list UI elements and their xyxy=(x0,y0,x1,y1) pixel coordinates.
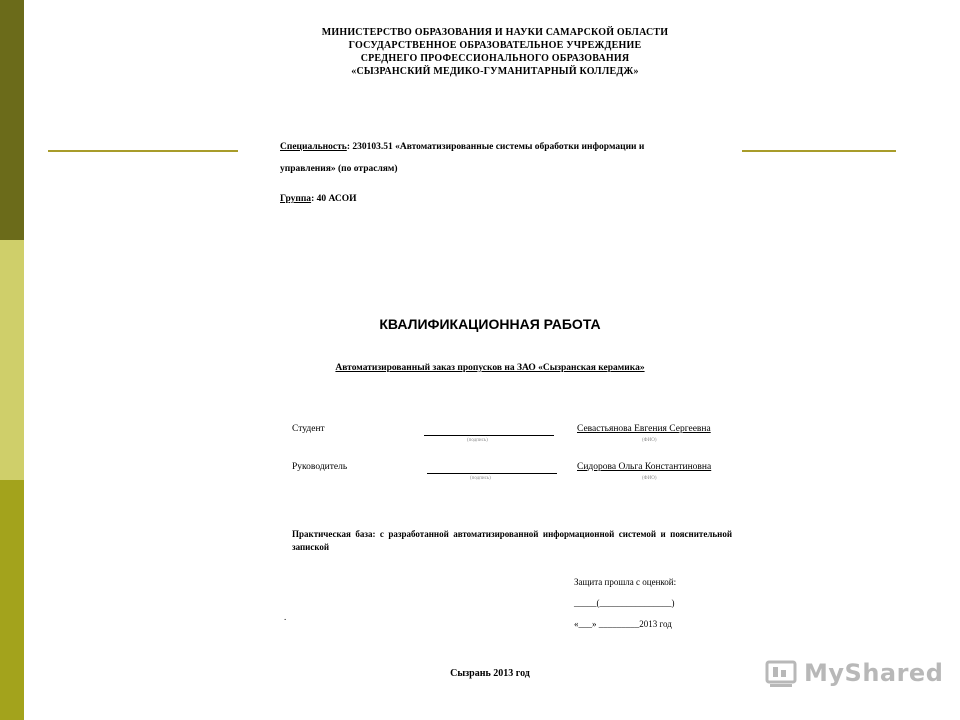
left-bar-middle xyxy=(0,240,24,480)
city-year-footer: Сызрань 2013 год xyxy=(450,668,530,679)
defense-block xyxy=(574,572,734,635)
ministry-header xyxy=(280,26,710,78)
supervisor-role: Руководитель xyxy=(292,462,348,472)
supervisor-signature-hint: (подпись) xyxy=(470,476,491,481)
specialty-text-2: управления» (по отраслям) xyxy=(280,164,398,174)
group-value: : 40 АСОИ xyxy=(311,194,357,204)
ministry-line-4: «СЫЗРАНСКИЙ МЕДИКО-ГУМАНИТАРНЫЙ КОЛЛЕДЖ» xyxy=(351,66,639,77)
watermark-text: MyShared xyxy=(804,659,944,687)
watermark xyxy=(764,656,943,690)
student-signature-hint: (подпись) xyxy=(467,438,488,443)
stray-dot: . xyxy=(284,612,287,622)
supervisor-name: Сидорова Ольга Константиновна xyxy=(577,462,712,472)
specialty-label: Специальность xyxy=(280,142,347,152)
student-row xyxy=(292,424,712,450)
student-role: Студент xyxy=(292,424,325,434)
ministry-line-3: СРЕДНЕГО ПРОФЕССИОНАЛЬНОГО ОБРАЗОВАНИЯ xyxy=(360,53,630,64)
student-name-hint: (ФИО) xyxy=(642,438,657,443)
specialty-text-1: : 230103.51 «Автоматизированные системы обработки информации и xyxy=(346,142,645,152)
supervisor-name-hint: (ФИО) xyxy=(642,476,657,481)
ministry-line-2: ГОСУДАРСТВЕННОЕ ОБРАЗОВАТЕЛЬНОЕ УЧРЕЖДЕНИЕ xyxy=(348,40,642,51)
mypresentation-logo-icon xyxy=(764,656,798,690)
defense-line-2: _____(________________) xyxy=(574,598,675,608)
group-label: Группа xyxy=(280,194,312,204)
student-name: Севастьянова Евгения Сергеевна xyxy=(577,424,711,434)
title-page-document xyxy=(240,0,740,720)
group-line xyxy=(280,194,357,204)
supervisor-signature-line xyxy=(427,473,557,474)
work-title: КВАЛИФИКАЦИОННАЯ РАБОТА xyxy=(379,316,601,332)
defense-line-3: «___» _________2013 год xyxy=(574,619,672,629)
specialty-block xyxy=(280,136,730,180)
accent-rule-left xyxy=(48,150,238,152)
accent-rule-right xyxy=(742,150,896,152)
student-signature-line xyxy=(424,435,554,436)
ministry-line-1: МИНИСТЕРСТВО ОБРАЗОВАНИЯ И НАУКИ САМАРСКОЙ ОБЛАСТИ xyxy=(321,27,669,38)
defense-line-1: Защита прошла с оценкой: xyxy=(574,577,677,587)
practice-base-text: Практическая база: с разработанной автоматизированной информационной системой и пояснительной запиской xyxy=(292,529,732,552)
left-bar-bottom xyxy=(0,480,24,720)
work-topic: Автоматизированный заказ пропусков на ЗАО «Сызранская керамика» xyxy=(335,363,645,373)
supervisor-row xyxy=(292,462,712,488)
left-bar-top xyxy=(0,0,24,240)
